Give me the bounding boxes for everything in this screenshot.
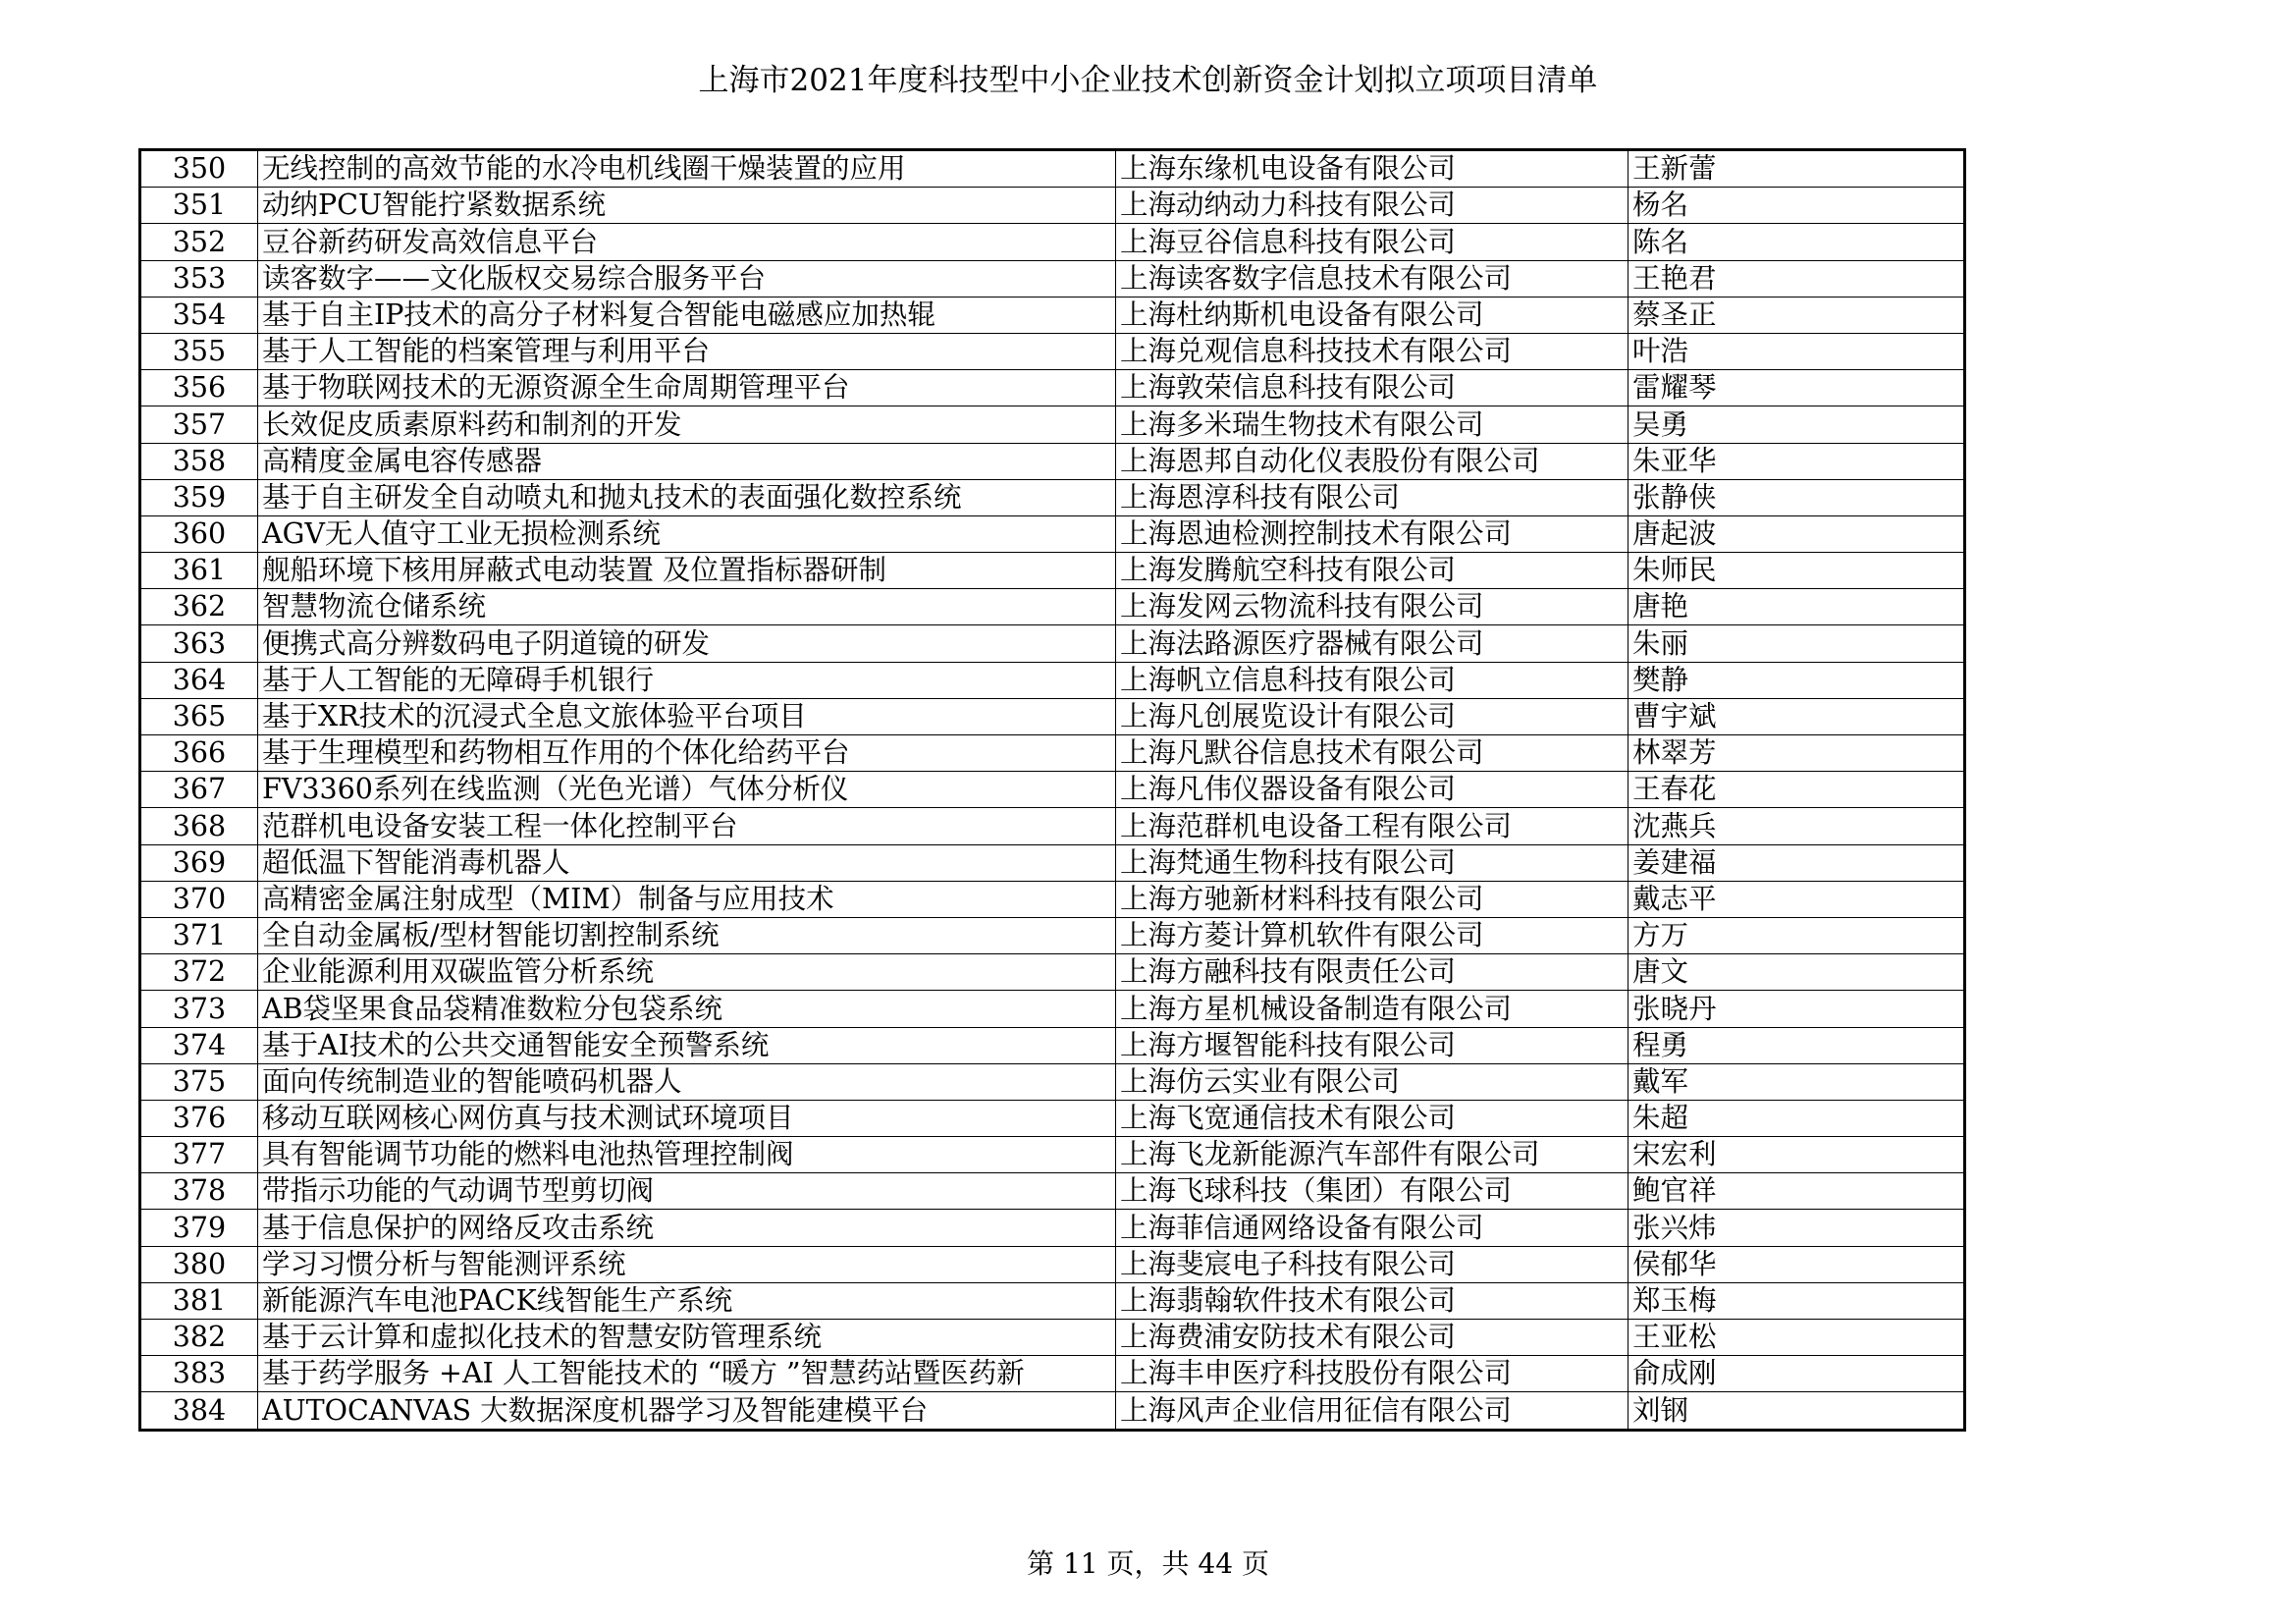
footer-total-pages: 44 bbox=[1198, 1547, 1234, 1580]
contact-person-cell: 侯郁华 bbox=[1629, 1246, 1965, 1282]
company-name-cell: 上海方堰智能科技有限公司 bbox=[1116, 1027, 1629, 1063]
table-row bbox=[140, 1027, 1965, 1063]
table-row bbox=[140, 735, 1965, 772]
contact-person-cell: 张晓丹 bbox=[1629, 991, 1965, 1027]
contact-person-cell: 朱丽 bbox=[1629, 625, 1965, 662]
contact-person-cell: 王春花 bbox=[1629, 772, 1965, 808]
project-name-cell: 具有智能调节功能的燃料电池热管理控制阀 bbox=[258, 1137, 1116, 1173]
contact-person-cell: 唐起波 bbox=[1629, 515, 1965, 552]
table-row bbox=[140, 260, 1965, 297]
table-row bbox=[140, 333, 1965, 369]
row-number-cell: 372 bbox=[140, 954, 258, 991]
project-table bbox=[138, 148, 1966, 1432]
project-name-cell: 范群机电设备安装工程一体化控制平台 bbox=[258, 808, 1116, 844]
row-number-cell: 356 bbox=[140, 370, 258, 406]
row-number-cell: 376 bbox=[140, 1100, 258, 1136]
company-name-cell: 上海斐宸电子科技有限公司 bbox=[1116, 1246, 1629, 1282]
project-name-cell: AGV无人值守工业无损检测系统 bbox=[258, 515, 1116, 552]
company-name-cell: 上海凡伟仪器设备有限公司 bbox=[1116, 772, 1629, 808]
contact-person-cell: 蔡圣正 bbox=[1629, 297, 1965, 333]
table-row bbox=[140, 589, 1965, 625]
row-number-cell: 365 bbox=[140, 698, 258, 734]
project-name-cell: 舰船环境下核用屏蔽式电动装置 及位置指标器研制 bbox=[258, 553, 1116, 589]
row-number-cell: 379 bbox=[140, 1210, 258, 1246]
row-number-cell: 382 bbox=[140, 1320, 258, 1356]
project-name-cell: 企业能源利用双碳监管分析系统 bbox=[258, 954, 1116, 991]
contact-person-cell: 王新蕾 bbox=[1629, 150, 1965, 188]
contact-person-cell: 杨名 bbox=[1629, 188, 1965, 224]
company-name-cell: 上海发网云物流科技有限公司 bbox=[1116, 589, 1629, 625]
company-name-cell: 上海杜纳斯机电设备有限公司 bbox=[1116, 297, 1629, 333]
company-name-cell: 上海仿云实业有限公司 bbox=[1116, 1063, 1629, 1100]
contact-person-cell: 曹宇斌 bbox=[1629, 698, 1965, 734]
table-row bbox=[140, 406, 1965, 443]
table-row bbox=[140, 1392, 1965, 1430]
contact-person-cell: 朱亚华 bbox=[1629, 443, 1965, 479]
row-number-cell: 366 bbox=[140, 735, 258, 772]
row-number-cell: 384 bbox=[140, 1392, 258, 1430]
row-number-cell: 371 bbox=[140, 917, 258, 953]
project-name-cell: 基于云计算和虚拟化技术的智慧安防管理系统 bbox=[258, 1320, 1116, 1356]
contact-person-cell: 王亚松 bbox=[1629, 1320, 1965, 1356]
row-number-cell: 367 bbox=[140, 772, 258, 808]
table-row bbox=[140, 150, 1965, 188]
contact-person-cell: 朱师民 bbox=[1629, 553, 1965, 589]
page-title: 上海市2021年度科技型中小企业技术创新资金计划拟立项项目清单 bbox=[698, 63, 1598, 98]
project-name-cell: 基于AI技术的公共交通智能安全预警系统 bbox=[258, 1027, 1116, 1063]
company-name-cell: 上海敦荣信息科技有限公司 bbox=[1116, 370, 1629, 406]
company-name-cell: 上海翡翰软件技术有限公司 bbox=[1116, 1282, 1629, 1319]
project-name-cell: 基于信息保护的网络反攻击系统 bbox=[258, 1210, 1116, 1246]
company-name-cell: 上海飞龙新能源汽车部件有限公司 bbox=[1116, 1137, 1629, 1173]
company-name-cell: 上海费浦安防技术有限公司 bbox=[1116, 1320, 1629, 1356]
contact-person-cell: 朱超 bbox=[1629, 1100, 1965, 1136]
project-name-cell: 基于XR技术的沉浸式全息文旅体验平台项目 bbox=[258, 698, 1116, 734]
row-number-cell: 368 bbox=[140, 808, 258, 844]
table-row bbox=[140, 1100, 1965, 1136]
company-name-cell: 上海东缘机电设备有限公司 bbox=[1116, 150, 1629, 188]
company-name-cell: 上海方驰新材料科技有限公司 bbox=[1116, 881, 1629, 917]
project-name-cell: 智慧物流仓储系统 bbox=[258, 589, 1116, 625]
footer-prefix: 第 bbox=[1027, 1547, 1055, 1580]
row-number-cell: 358 bbox=[140, 443, 258, 479]
row-number-cell: 375 bbox=[140, 1063, 258, 1100]
project-name-cell: 便携式高分辨数码电子阴道镜的研发 bbox=[258, 625, 1116, 662]
contact-person-cell: 王艳君 bbox=[1629, 260, 1965, 297]
company-name-cell: 上海帆立信息科技有限公司 bbox=[1116, 662, 1629, 698]
project-name-cell: 豆谷新药研发高效信息平台 bbox=[258, 224, 1116, 260]
project-name-cell: 长效促皮质素原料药和制剂的开发 bbox=[258, 406, 1116, 443]
footer-suffix: 页 bbox=[1241, 1547, 1269, 1580]
table-row bbox=[140, 370, 1965, 406]
project-name-cell: 全自动金属板/型材智能切割控制系统 bbox=[258, 917, 1116, 953]
project-name-cell: 读客数字——文化版权交易综合服务平台 bbox=[258, 260, 1116, 297]
table-row bbox=[140, 772, 1965, 808]
contact-person-cell: 刘钢 bbox=[1629, 1392, 1965, 1430]
row-number-cell: 369 bbox=[140, 844, 258, 881]
company-name-cell: 上海方星机械设备制造有限公司 bbox=[1116, 991, 1629, 1027]
company-name-cell: 上海梵通生物科技有限公司 bbox=[1116, 844, 1629, 881]
row-number-cell: 361 bbox=[140, 553, 258, 589]
table-row bbox=[140, 808, 1965, 844]
company-name-cell: 上海方菱计算机软件有限公司 bbox=[1116, 917, 1629, 953]
contact-person-cell: 张静侠 bbox=[1629, 479, 1965, 515]
project-name-cell: AUTOCANVAS 大数据深度机器学习及智能建模平台 bbox=[258, 1392, 1116, 1430]
table-row bbox=[140, 443, 1965, 479]
row-number-cell: 350 bbox=[140, 150, 258, 188]
company-name-cell: 上海兑观信息科技技术有限公司 bbox=[1116, 333, 1629, 369]
project-name-cell: 移动互联网核心网仿真与技术测试环境项目 bbox=[258, 1100, 1116, 1136]
row-number-cell: 377 bbox=[140, 1137, 258, 1173]
project-name-cell: 基于人工智能的无障碍手机银行 bbox=[258, 662, 1116, 698]
company-name-cell: 上海法路源医疗器械有限公司 bbox=[1116, 625, 1629, 662]
contact-person-cell: 方万 bbox=[1629, 917, 1965, 953]
table-row bbox=[140, 1356, 1965, 1392]
contact-person-cell: 陈名 bbox=[1629, 224, 1965, 260]
project-name-cell: FV3360系列在线监测（光色光谱）气体分析仪 bbox=[258, 772, 1116, 808]
project-name-cell: 学习习惯分析与智能测评系统 bbox=[258, 1246, 1116, 1282]
row-number-cell: 353 bbox=[140, 260, 258, 297]
contact-person-cell: 唐艳 bbox=[1629, 589, 1965, 625]
company-name-cell: 上海凡默谷信息技术有限公司 bbox=[1116, 735, 1629, 772]
row-number-cell: 351 bbox=[140, 188, 258, 224]
row-number-cell: 380 bbox=[140, 1246, 258, 1282]
table-row bbox=[140, 1246, 1965, 1282]
company-name-cell: 上海读客数字信息技术有限公司 bbox=[1116, 260, 1629, 297]
company-name-cell: 上海菲信通网络设备有限公司 bbox=[1116, 1210, 1629, 1246]
row-number-cell: 364 bbox=[140, 662, 258, 698]
company-name-cell: 上海飞球科技（集团）有限公司 bbox=[1116, 1173, 1629, 1210]
table-row bbox=[140, 625, 1965, 662]
row-number-cell: 374 bbox=[140, 1027, 258, 1063]
contact-person-cell: 戴军 bbox=[1629, 1063, 1965, 1100]
table-row bbox=[140, 1282, 1965, 1319]
contact-person-cell: 鲍官祥 bbox=[1629, 1173, 1965, 1210]
table-row bbox=[140, 1320, 1965, 1356]
table-row bbox=[140, 917, 1965, 953]
table-row bbox=[140, 881, 1965, 917]
row-number-cell: 383 bbox=[140, 1356, 258, 1392]
row-number-cell: 360 bbox=[140, 515, 258, 552]
project-name-cell: 基于生理模型和药物相互作用的个体化给药平台 bbox=[258, 735, 1116, 772]
table-row bbox=[140, 991, 1965, 1027]
contact-person-cell: 宋宏利 bbox=[1629, 1137, 1965, 1173]
company-name-cell: 上海豆谷信息科技有限公司 bbox=[1116, 224, 1629, 260]
footer-middle: 页，共 bbox=[1106, 1547, 1190, 1580]
table-row bbox=[140, 479, 1965, 515]
table-row bbox=[140, 662, 1965, 698]
table-row bbox=[140, 515, 1965, 552]
company-name-cell: 上海动纳动力科技有限公司 bbox=[1116, 188, 1629, 224]
footer-current-page: 11 bbox=[1062, 1547, 1098, 1580]
row-number-cell: 355 bbox=[140, 333, 258, 369]
contact-person-cell: 程勇 bbox=[1629, 1027, 1965, 1063]
company-name-cell: 上海风声企业信用征信有限公司 bbox=[1116, 1392, 1629, 1430]
company-name-cell: 上海恩淳科技有限公司 bbox=[1116, 479, 1629, 515]
project-name-cell: 动纳PCU智能拧紧数据系统 bbox=[258, 188, 1116, 224]
contact-person-cell: 郑玉梅 bbox=[1629, 1282, 1965, 1319]
row-number-cell: 359 bbox=[140, 479, 258, 515]
table-row bbox=[140, 1137, 1965, 1173]
project-name-cell: 基于物联网技术的无源资源全生命周期管理平台 bbox=[258, 370, 1116, 406]
project-name-cell: 基于药学服务 +AI 人工智能技术的 “暖方 ”智慧药站暨医药新 bbox=[258, 1356, 1116, 1392]
contact-person-cell: 唐文 bbox=[1629, 954, 1965, 991]
table-row bbox=[140, 1173, 1965, 1210]
project-name-cell: 基于人工智能的档案管理与利用平台 bbox=[258, 333, 1116, 369]
project-name-cell: 超低温下智能消毒机器人 bbox=[258, 844, 1116, 881]
contact-person-cell: 戴志平 bbox=[1629, 881, 1965, 917]
table-row bbox=[140, 553, 1965, 589]
project-name-cell: AB袋坚果食品袋精准数粒分包袋系统 bbox=[258, 991, 1116, 1027]
row-number-cell: 378 bbox=[140, 1173, 258, 1210]
table-row bbox=[140, 297, 1965, 333]
project-name-cell: 新能源汽车电池PACK线智能生产系统 bbox=[258, 1282, 1116, 1319]
table-row bbox=[140, 1210, 1965, 1246]
row-number-cell: 381 bbox=[140, 1282, 258, 1319]
page-footer bbox=[0, 1546, 2296, 1582]
row-number-cell: 362 bbox=[140, 589, 258, 625]
company-name-cell: 上海恩迪检测控制技术有限公司 bbox=[1116, 515, 1629, 552]
table-body bbox=[140, 150, 1965, 1431]
row-number-cell: 363 bbox=[140, 625, 258, 662]
company-name-cell: 上海飞宽通信技术有限公司 bbox=[1116, 1100, 1629, 1136]
contact-person-cell: 姜建福 bbox=[1629, 844, 1965, 881]
company-name-cell: 上海发腾航空科技有限公司 bbox=[1116, 553, 1629, 589]
table-row bbox=[140, 224, 1965, 260]
row-number-cell: 370 bbox=[140, 881, 258, 917]
project-name-cell: 面向传统制造业的智能喷码机器人 bbox=[258, 1063, 1116, 1100]
row-number-cell: 352 bbox=[140, 224, 258, 260]
row-number-cell: 373 bbox=[140, 991, 258, 1027]
contact-person-cell: 樊静 bbox=[1629, 662, 1965, 698]
contact-person-cell: 林翠芳 bbox=[1629, 735, 1965, 772]
table-row bbox=[140, 954, 1965, 991]
row-number-cell: 354 bbox=[140, 297, 258, 333]
contact-person-cell: 沈燕兵 bbox=[1629, 808, 1965, 844]
contact-person-cell: 吴勇 bbox=[1629, 406, 1965, 443]
project-name-cell: 高精度金属电容传感器 bbox=[258, 443, 1116, 479]
company-name-cell: 上海恩邦自动化仪表股份有限公司 bbox=[1116, 443, 1629, 479]
project-name-cell: 带指示功能的气动调节型剪切阀 bbox=[258, 1173, 1116, 1210]
project-name-cell: 基于自主IP技术的高分子材料复合智能电磁感应加热辊 bbox=[258, 297, 1116, 333]
contact-person-cell: 叶浩 bbox=[1629, 333, 1965, 369]
table-row bbox=[140, 698, 1965, 734]
project-name-cell: 无线控制的高效节能的水冷电机线圈干燥装置的应用 bbox=[258, 150, 1116, 188]
company-name-cell: 上海多米瑞生物技术有限公司 bbox=[1116, 406, 1629, 443]
row-number-cell: 357 bbox=[140, 406, 258, 443]
table-row bbox=[140, 1063, 1965, 1100]
table-row bbox=[140, 844, 1965, 881]
company-name-cell: 上海凡创展览设计有限公司 bbox=[1116, 698, 1629, 734]
company-name-cell: 上海方融科技有限责任公司 bbox=[1116, 954, 1629, 991]
company-name-cell: 上海范群机电设备工程有限公司 bbox=[1116, 808, 1629, 844]
table-row bbox=[140, 188, 1965, 224]
contact-person-cell: 俞成刚 bbox=[1629, 1356, 1965, 1392]
contact-person-cell: 雷耀琴 bbox=[1629, 370, 1965, 406]
project-name-cell: 高精密金属注射成型（MIM）制备与应用技术 bbox=[258, 881, 1116, 917]
project-name-cell: 基于自主研发全自动喷丸和抛丸技术的表面强化数控系统 bbox=[258, 479, 1116, 515]
company-name-cell: 上海丰申医疗科技股份有限公司 bbox=[1116, 1356, 1629, 1392]
contact-person-cell: 张兴炜 bbox=[1629, 1210, 1965, 1246]
